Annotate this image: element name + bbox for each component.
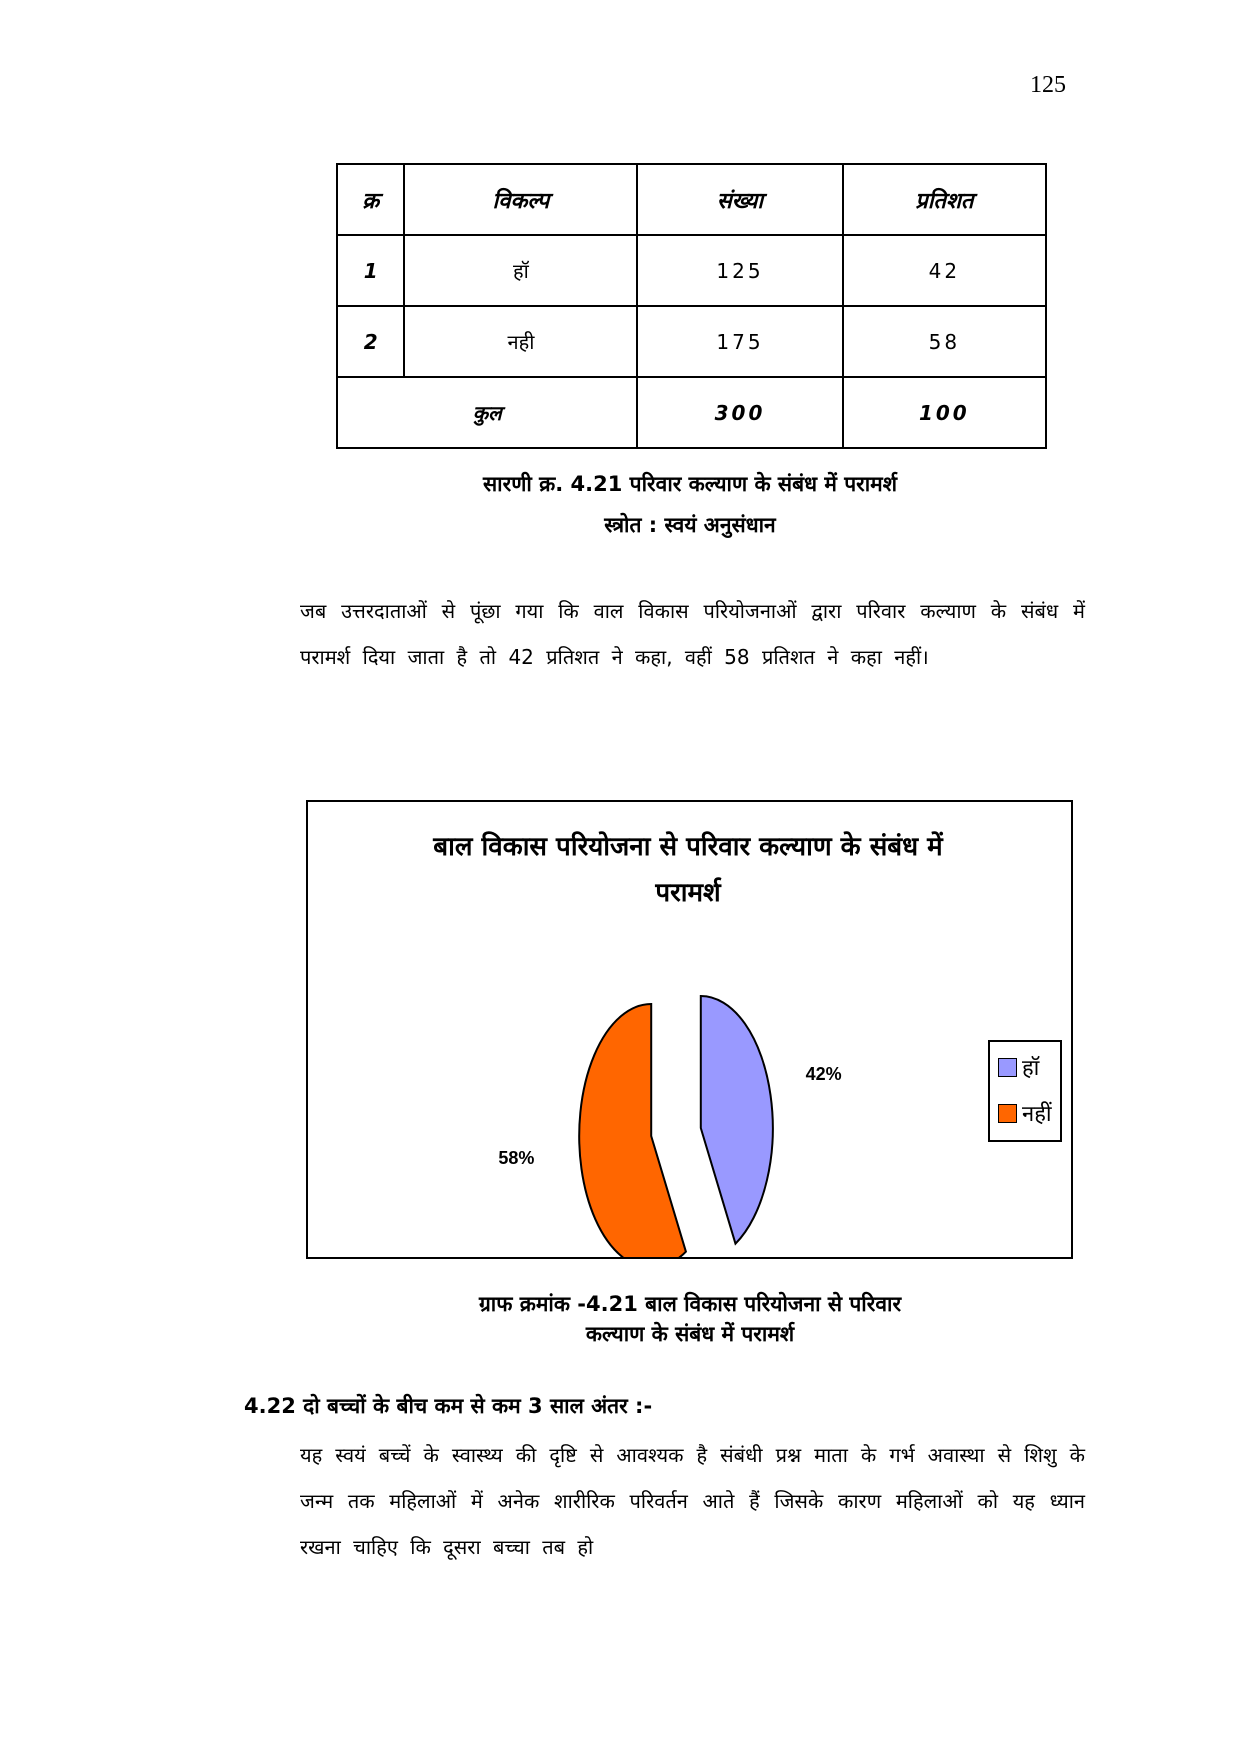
total-label: कुल [337,377,637,448]
graph-caption-line2: कल्याण के संबंध में परामर्श [585,1322,795,1346]
header-count: संख्या [637,164,842,235]
page-number: 125 [1030,72,1066,98]
graph-caption-line1: ग्राफ क्रमांक -4.21 बाल विकास परियोजना से परिवार [478,1292,902,1316]
cell-count: 125 [637,235,842,306]
cell-serial: 1 [337,235,404,306]
header-serial: क्र [337,164,404,235]
pie-data-label: 42% [805,1063,842,1084]
total-count: 300 [637,377,842,448]
header-option: विकल्प [404,164,637,235]
table-caption: सारणी क्र. 4.21 परिवार कल्याण के संबंध में परामर्श [482,472,898,496]
legend-item [998,1052,1039,1082]
pie-data-label: 58% [498,1148,535,1169]
cell-option: हॉ [404,235,637,306]
cell-count: 175 [637,306,842,377]
legend-swatch-no [998,1104,1017,1123]
table-row [337,306,1046,377]
legend-item [998,1098,1052,1128]
pie-chart [306,800,1073,1259]
table-header-row [337,164,1046,235]
cell-option: नही [404,306,637,377]
results-table [336,163,1047,449]
pie-slice-yes [701,996,773,1244]
header-percent: प्रतिशत [843,164,1046,235]
table-total-row [337,377,1046,448]
section-heading: 4.22 दो बच्चों के बीच कम से कम 3 साल अंतर :- [244,1394,653,1418]
legend-label: हॉ [1022,1056,1040,1081]
pie-slice-no [579,1004,686,1257]
chart-legend [988,1040,1062,1142]
cell-percent: 42 [843,235,1046,306]
pie-svg [308,802,1071,1257]
total-percent: 100 [843,377,1046,448]
cell-serial: 2 [337,306,404,377]
chart-title-line2: परामर्श [655,878,721,908]
table-source: स्त्रोत : स्वयं अनुसंधान [604,513,776,537]
chart-title-line1: बाल विकास परियोजना से परिवार कल्याण के संबंध में [433,832,943,862]
legend-swatch-yes [998,1058,1017,1077]
paragraph-2: यह स्वयं बच्चें के स्वास्थ्य की दृष्टि से आवश्यक है संबंधी प्रश्न माता के गर्भ अवास्था से शिशु के जन्म तक महिलाओं में अनेक शारीरिक परिवर्तन आते हैं जिसके कारण महिलाओं को यह ध्यान रखना चाहिए कि दूसरा बच्चा तब हो [300,1443,1085,1559]
cell-percent: 58 [843,306,1046,377]
paragraph-1: जब उत्तरदाताओं से पूंछा गया कि वाल विकास परियोजनाओं द्वारा परिवार कल्याण के संबंध में परामर्श दिया जाता है तो 42 प्रतिशत ने कहा, वहीं 58 प्रतिशत ने कहा नहीं। [300,599,1085,669]
table-row [337,235,1046,306]
legend-label: नहीं [1022,1102,1052,1127]
